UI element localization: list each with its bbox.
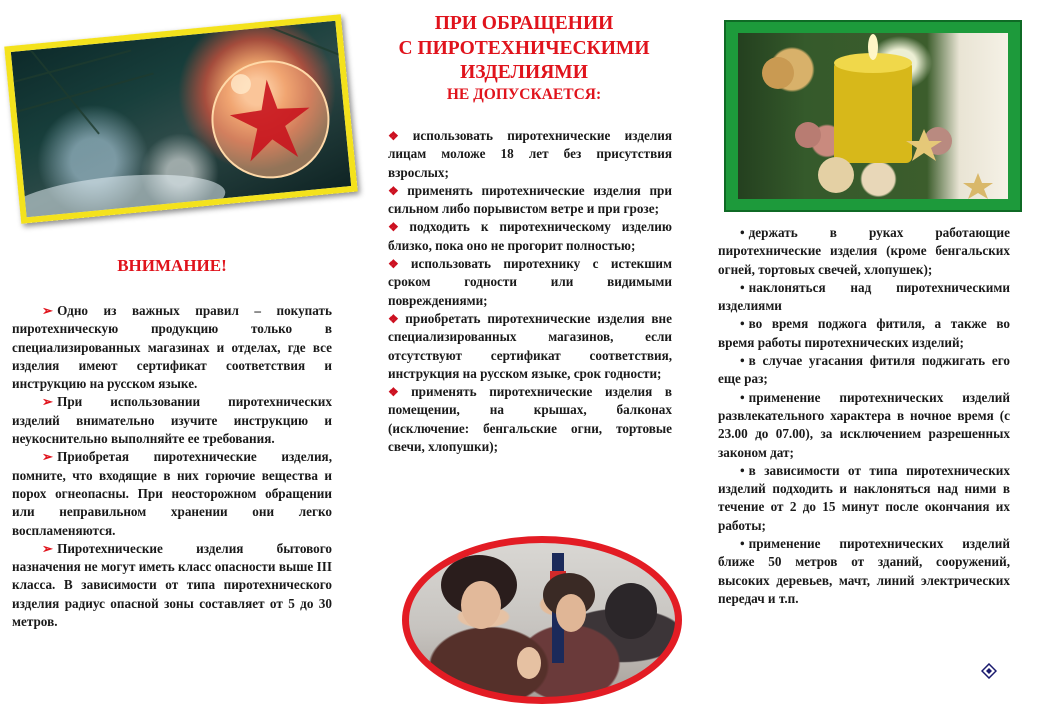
quad-diamond-icon: ❖ [388,183,405,198]
list-item [718,224,1010,279]
list-item-text: применение пиротехнических изделий развлекательного характера в ночное время (с 23.00 до 07.00), за исключением разрешенных законом дат; [718,389,1010,460]
quad-diamond-icon: ❖ [388,257,408,272]
prohibited-list [388,127,672,456]
list-item-text: использовать пиротехнику с истекшим сроком годности или видимыми повреждениями; [388,256,672,308]
list-item-text: применять пиротехнические изделия при сильном либо порывистом ветре и при грозе; [388,182,672,217]
right-arrow-icon: ➢ [42,540,54,556]
ornament-illustration [11,20,358,224]
rule-paragraph [12,448,332,539]
list-item [718,352,1010,389]
list-item [718,315,1010,352]
quad-diamond-icon: ❖ [388,311,403,326]
right-arrow-icon: ➢ [42,394,54,410]
title-subtitle: НЕ ДОПУСКАЕТСЯ: [446,85,602,103]
list-item-text: в случае угасания фитиля поджигать его еще раз; [718,353,1010,387]
rule-paragraph [12,540,332,631]
list-item [388,255,672,310]
right-arrow-icon: ➢ [42,449,54,465]
list-item [718,279,1010,316]
candle-illustration [738,33,1008,199]
right-arrow-icon: ➢ [42,303,54,318]
list-item-text: во время поджога фитиля, а также во время работы пиротехнических изделий; [718,316,1010,350]
right-prohibited-list [718,224,1010,608]
list-item [718,462,1010,535]
rule-text: Пиротехнические изделия бытового назначения не могут иметь класс опасности выше III класса. В зависимости от типа пиротехнического изделия радиус опасной зоны составляет от 5 до 30 метров. [12,540,332,630]
diamond-icon [981,663,997,679]
list-item [388,127,672,182]
candle-photo-inner [738,33,1008,199]
quad-diamond-icon: ❖ [388,220,407,235]
list-item [718,389,1010,462]
list-item-text: наклоняться над пиротехническими изделиями [718,279,1010,314]
list-item-text: держать в руках работающие пиротехнические изделия (кроме бенгальских огней, тортовых свечей, хлопушек); [718,225,1010,277]
dot-icon: • [740,279,745,295]
title-line: ПРИ ОБРАЩЕНИИ [434,13,614,34]
quad-diamond-icon: ❖ [388,129,410,143]
dot-icon: • [740,225,745,240]
list-item-text: применение пиротехнических изделий ближе 50 метров от зданий, сооружений, высоких деревьев, мачт, линий электрических передач и т.п. [718,536,1010,606]
dot-icon: • [740,389,745,405]
list-item [388,383,672,456]
list-item-text: применять пиротехнические изделия в помещении, на крышах, балконах (исключение: бенгальские огни, тортовые свечи, хлопушки); [388,384,672,455]
candle-photo [724,20,1022,212]
attention-heading: ВНИМАНИЕ! [117,256,227,275]
prohibited-title [378,12,670,104]
dot-icon: • [740,536,745,552]
dot-icon: • [740,462,745,478]
list-item-text: подходить к пиротехническому изделию близко, пока оно не прогорит полностью; [388,219,672,253]
rule-text: При использовании пиротехнических изделий внимательно изучите инструкцию и неукоснительно выполняйте ее требования. [12,394,332,447]
list-item-text: в зависимости от типа пиротехнических изделий подходить и наклоняться над ними в течение от 2 до 15 минут после окончания их работы; [718,462,1010,533]
ornament-photo [4,14,358,224]
rule-paragraph [12,302,332,393]
list-item [388,310,672,383]
list-item [388,182,672,219]
title-line: ИЗДЕЛИЯМИ [460,62,588,83]
kids-firework-photo [402,536,682,704]
dot-icon: • [740,353,745,369]
rule-paragraph [12,393,332,448]
quad-diamond-icon: ❖ [388,385,409,400]
list-item [388,218,672,255]
rule-text: Одно из важных правил – покупать пиротехническую продукцию только в специализированных магазинах и отделах, где все изделия имеют сертификат соответствия и инструкцию на русском языке. [12,303,332,392]
list-item [718,535,1010,608]
kids-illustration [409,543,675,697]
rule-text: Приобретая пиротехнические изделия, помните, что входящие в них горючие вещества и порох огнеопасны. При неосторожном обращении или неправильном хранении они легко воспламеняются. [12,449,332,538]
left-rules-list [12,302,332,631]
list-item-text: приобретать пиротехнические изделия вне специализированных магазинов, если отсутствуют сертификат соответствия, инструкция на русском языке, срок годности; [388,310,672,381]
list-item-text: использовать пиротехнические изделия лицам моложе 18 лет без присутствия взрослых; [388,128,672,180]
dot-icon: • [740,316,745,332]
title-line: С ПИРОТЕХНИЧЕСКИМИ [398,37,650,59]
